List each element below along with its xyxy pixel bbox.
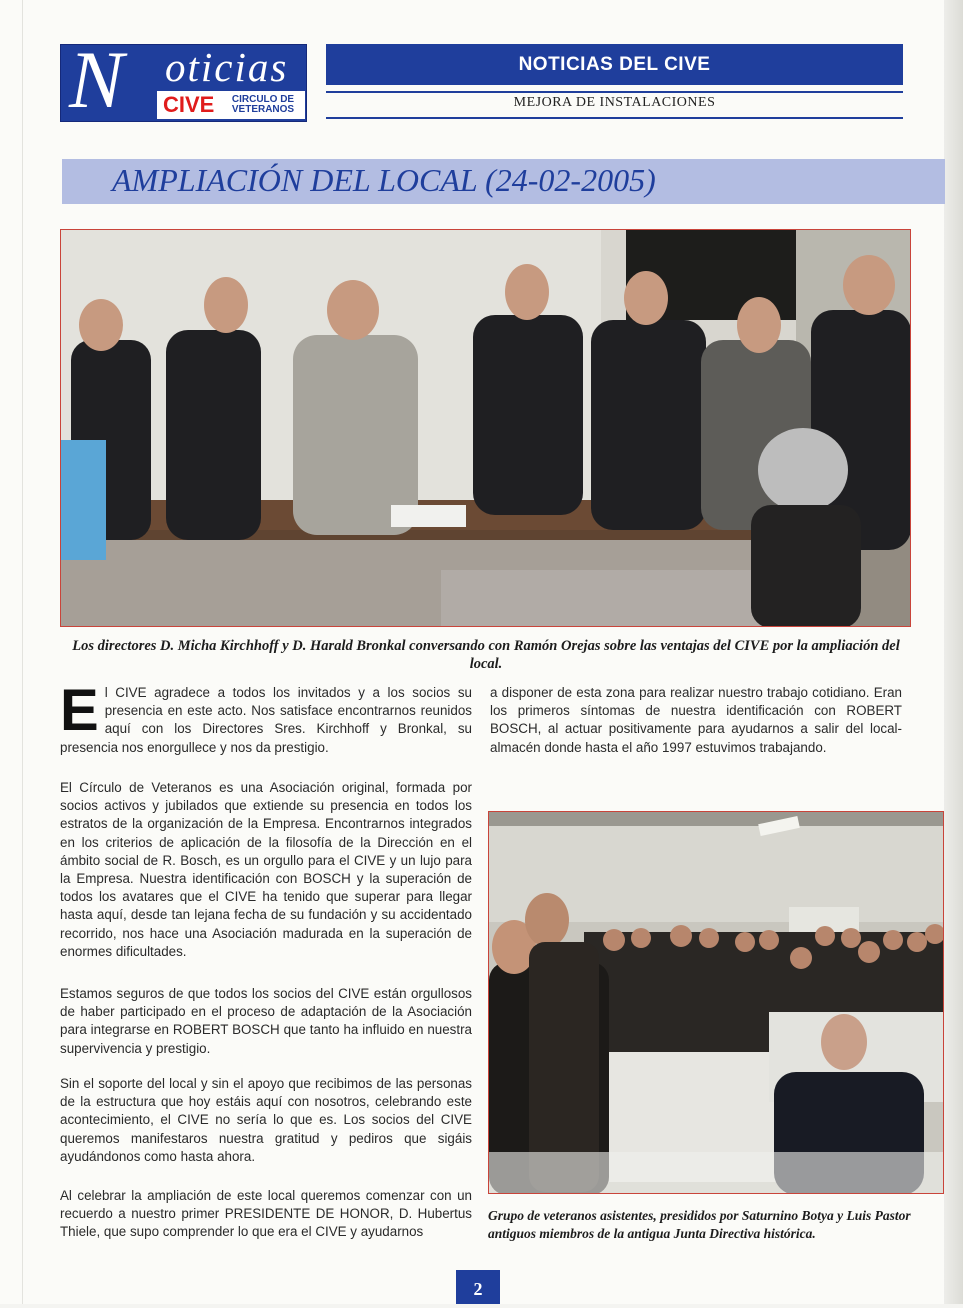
- section-header: NOTICIAS DEL CIVE: [326, 44, 903, 85]
- logo-subtitle-line1: CIRCULO DE: [231, 94, 295, 105]
- header-rule-bottom: [326, 117, 903, 119]
- subsection-header: MEJORA DE INSTALACIONES: [513, 95, 716, 110]
- photo-directors-meeting: [60, 229, 911, 627]
- header-rule-top: [326, 91, 903, 93]
- photo2-caption: Grupo de veteranos asistentes, presididos por Saturnino Botya y Luis Pastor antiguos miembros de la antigua Junta Directiva histórica.: [488, 1208, 911, 1241]
- logo-subtitle-line2: VETERANOS: [231, 104, 295, 115]
- noticias-cive-logo: [60, 34, 307, 125]
- photo-veterans-image: [489, 812, 944, 1194]
- logo-initial: N: [69, 34, 124, 125]
- photo-veterans-group: [488, 811, 944, 1194]
- paragraph-intro: [60, 678, 472, 757]
- paragraph-intro-text: l CIVE agradece a todos los invitados y a los socios su presencia en este acto. Nos satisface encontrarnos reunidos aquí con los Directores Sres. Kirchhoff y Bronkal, su presencia nos enorgullece y nos da prestigio.: [60, 685, 472, 755]
- paragraph-circulo: El Círculo de Veteranos es una Asociación original, formada por socios activos y jubilados que extiende su presencia en todos los estratos de la organización de la Empresa. Encontrarnos integrados en los criterios de aplicación de la filosofía de la Dirección en el ámbito social de R. Bosch, es un orgullo para el CIVE y un lujo para la Empresa. Nuestra identificación con BOSCH y la superación de todos los avatares que el CIVE ha tenido que superar para llegar hasta aquí, desde tan lejana fecha de su fundación y su accidentado recorrido, nos hace una Asociación madurada en la superación de enormes dificultades.: [60, 780, 472, 959]
- photo-directors-image: [61, 230, 911, 627]
- page-fold: [22, 0, 23, 1304]
- photo1-caption: Los directores D. Micha Kirchhoff y D. Harald Bronkal conversando con Ramón Orejas sobre las ventajas del CIVE por la ampliación del local.: [72, 638, 900, 672]
- paragraph-presidente: Al celebrar la ampliación de este local queremos comenzar con un recuerdo a nuestro primer PRESIDENTE DE HONOR, D. Hubertus Thiele, que supo comprender lo que era el CIVE y ayudarnos: [60, 1188, 472, 1240]
- title-band: [62, 159, 945, 204]
- paragraph-continuation: a disponer de esta zona para realizar nuestro trabajo cotidiano. Eran los primeros síntomas de nuestra identificación con ROBERT BOSCH, al actuar positivamente para ayudarnos a salir del local-almacén donde hasta el año 1997 estuvimos trabajando.: [490, 685, 902, 755]
- article-title: AMPLIACIÓN DEL LOCAL (24-02-2005): [112, 162, 656, 198]
- logo-brand: CIVE: [163, 92, 215, 117]
- logo-word: oticias: [165, 44, 289, 90]
- logo-brand-box: [157, 91, 305, 119]
- page-number: 2: [456, 1270, 500, 1304]
- logo-subtitle: [225, 95, 301, 115]
- page-edge: [944, 0, 963, 1304]
- drop-cap: E: [60, 678, 99, 743]
- paragraph-orgullo: Estamos seguros de que todos los socios del CIVE están orgullosos de haber participado en el proceso de adaptación de la Asociación para integrarse en ROBERT BOSCH que tanto ha influido en nuestra supervivencia y prestigio.: [60, 986, 472, 1056]
- paragraph-soporte: Sin el soporte del local y sin el apoyo que recibimos de las personas de la estructura que hoy estáis aquí con nosotros, celebrando este acontecimiento, el CIVE no sería lo que es. Los socios del CIVE queremos manifestaros nuestra gratitud y pediros que sigáis ayudándonos como hasta ahora.: [60, 1076, 472, 1164]
